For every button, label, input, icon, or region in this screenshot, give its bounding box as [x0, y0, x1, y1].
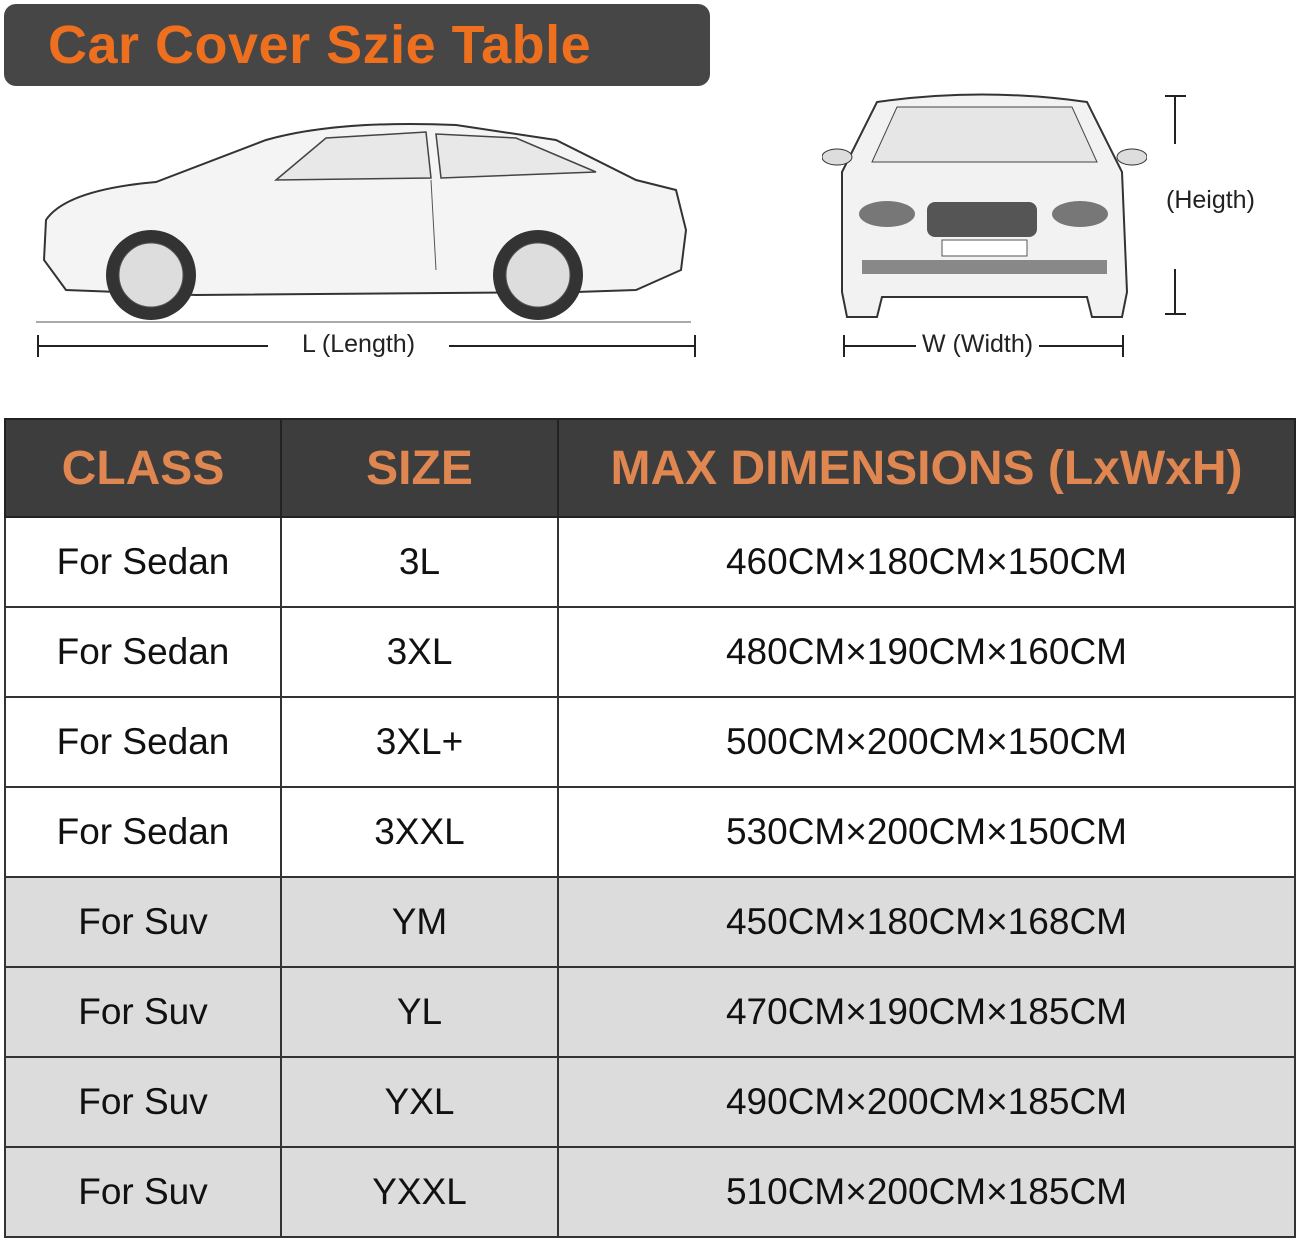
size-cell: 3XL	[281, 607, 558, 697]
length-label: L (Length)	[268, 330, 449, 359]
table-row	[5, 1147, 1295, 1237]
class-cell: For Suv	[5, 1057, 281, 1147]
car-front-view-illustration	[822, 92, 1147, 322]
size-cell: YXL	[281, 1057, 558, 1147]
dims-cell: 500CM×200CM×150CM	[558, 697, 1295, 787]
class-cell: For Sedan	[5, 787, 281, 877]
dims-cell: 450CM×180CM×168CM	[558, 877, 1295, 967]
dims-cell: 510CM×200CM×185CM	[558, 1147, 1295, 1237]
size-cell: YL	[281, 967, 558, 1057]
table-row	[5, 967, 1295, 1057]
dims-cell: 490CM×200CM×185CM	[558, 1057, 1295, 1147]
dims-cell: 460CM×180CM×150CM	[558, 517, 1295, 607]
table-row	[5, 607, 1295, 697]
size-cell: 3XXL	[281, 787, 558, 877]
class-cell: For Sedan	[5, 697, 281, 787]
car-side-view-illustration	[36, 110, 696, 325]
table-row	[5, 697, 1295, 787]
table-row	[5, 877, 1295, 967]
class-cell: For Suv	[5, 967, 281, 1057]
class-cell: For Suv	[5, 1147, 281, 1237]
class-cell: For Suv	[5, 877, 281, 967]
table-row	[5, 1057, 1295, 1147]
width-label: W (Width)	[916, 330, 1039, 359]
size-table	[4, 418, 1296, 1238]
size-cell: 3L	[281, 517, 558, 607]
size-cell: YM	[281, 877, 558, 967]
title-banner	[4, 4, 710, 86]
dims-cell: 530CM×200CM×150CM	[558, 787, 1295, 877]
header-dimensions: MAX DIMENSIONS (LxWxH)	[558, 419, 1295, 517]
height-label: (Heigth)	[1166, 186, 1255, 214]
header-class: CLASS	[5, 419, 281, 517]
size-cell: 3XL+	[281, 697, 558, 787]
header-size: SIZE	[281, 419, 558, 517]
table-row	[5, 787, 1295, 877]
table-header-row	[5, 419, 1295, 517]
dims-cell: 480CM×190CM×160CM	[558, 607, 1295, 697]
size-cell: YXXL	[281, 1147, 558, 1237]
class-cell: For Sedan	[5, 517, 281, 607]
table-row	[5, 517, 1295, 607]
page-title: Car Cover Szie Table	[48, 15, 592, 75]
class-cell: For Sedan	[5, 607, 281, 697]
dims-cell: 470CM×190CM×185CM	[558, 967, 1295, 1057]
